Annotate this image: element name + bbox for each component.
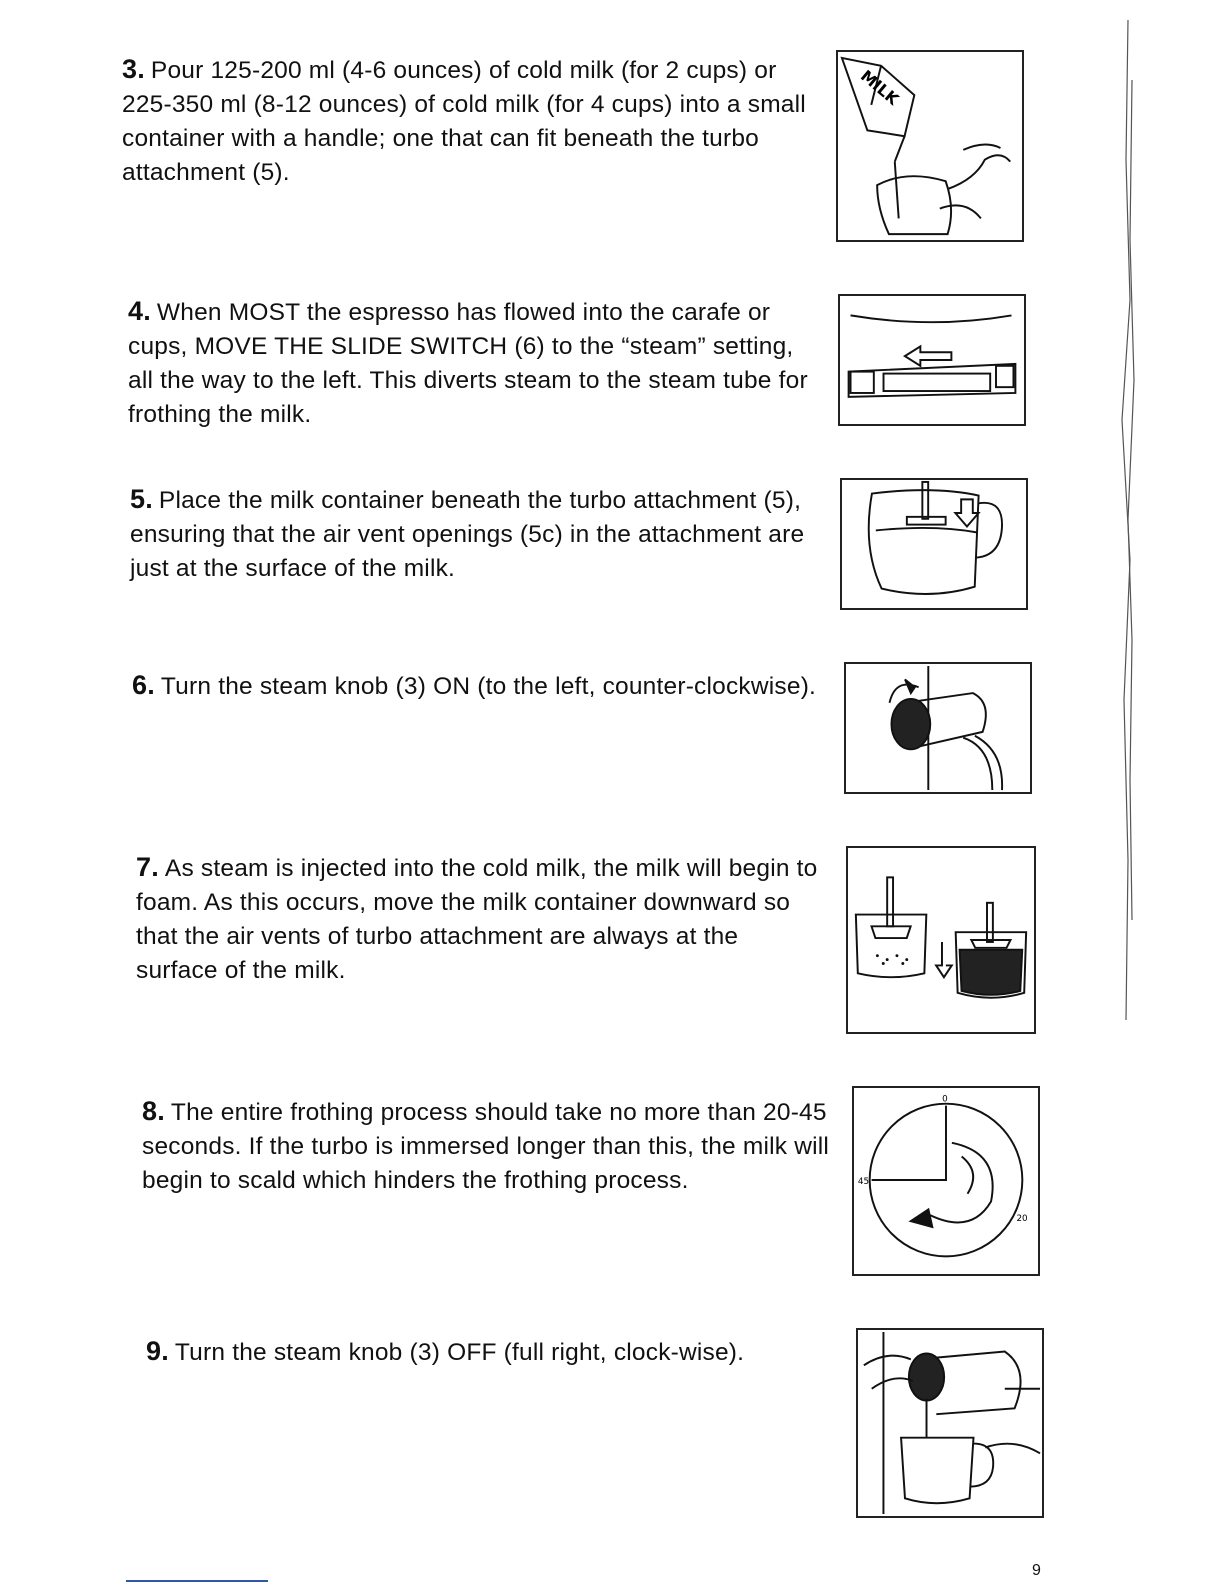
dial-label-45: 45 [857,1176,870,1187]
step-6 [132,668,822,704]
step-5 [130,482,820,586]
step-9 [146,1334,836,1370]
step-4 [128,294,818,432]
step-number: 4. [128,296,151,326]
step-3 [122,52,812,190]
step-number: 7. [136,852,159,882]
step-text: When MOST the espresso has flowed into the carafe or cups, MOVE THE SLIDE SWITCH (6) to the “steam” setting, all the way to the left. This diverts steam to the steam tube for frothing the milk. [128,299,808,428]
scan-edge-noise [1100,0,1160,1584]
steam-knob-on-illustration [844,662,1032,794]
dial-label-20: 20 [1016,1214,1028,1225]
step-8 [142,1094,832,1198]
footer-rule [126,1580,268,1582]
step-number: 6. [132,670,155,700]
dial-label-0: 0 [942,1094,948,1105]
milk-carton-label: MILK [857,66,903,109]
step-7 [136,850,826,988]
step-number: 8. [142,1096,165,1126]
pouring-milk-illustration [836,50,1024,242]
foaming-milk-illustration [846,846,1036,1034]
milk-container-illustration [840,478,1028,610]
timer-dial-illustration [852,1086,1040,1276]
page-number: 9 [1032,1562,1041,1579]
step-number: 9. [146,1336,169,1366]
step-text: Turn the steam knob (3) ON (to the left, counter-clockwise). [160,673,817,700]
step-text: Pour 125-200 ml (4-6 ounces) of cold milk (for 2 cups) or 225-350 ml (8-12 ounces) of cold milk (for 4 cups) into a small container with a handle; one that can fit beneath the turbo attachment (5). [122,57,806,186]
steam-knob-off-illustration [856,1328,1044,1518]
step-text: Place the milk container beneath the turbo attachment (5), ensuring that the air vent openings (5c) in the attachment are just at the surface of the milk. [130,487,805,582]
step-text: As steam is injected into the cold milk, the milk will begin to foam. As this occurs, move the milk container downward so that the air vents of turbo attachment are always at the surface of the milk. [136,855,818,984]
step-text: The entire frothing process should take no more than 20-45 seconds. If the turbo is immersed longer than this, the milk will begin to scald which hinders the frothing process. [142,1099,830,1194]
step-text: Turn the steam knob (3) OFF (full right, clock-wise). [174,1339,745,1366]
step-number: 3. [122,54,145,84]
slide-switch-illustration [838,294,1026,426]
step-number: 5. [130,484,153,514]
